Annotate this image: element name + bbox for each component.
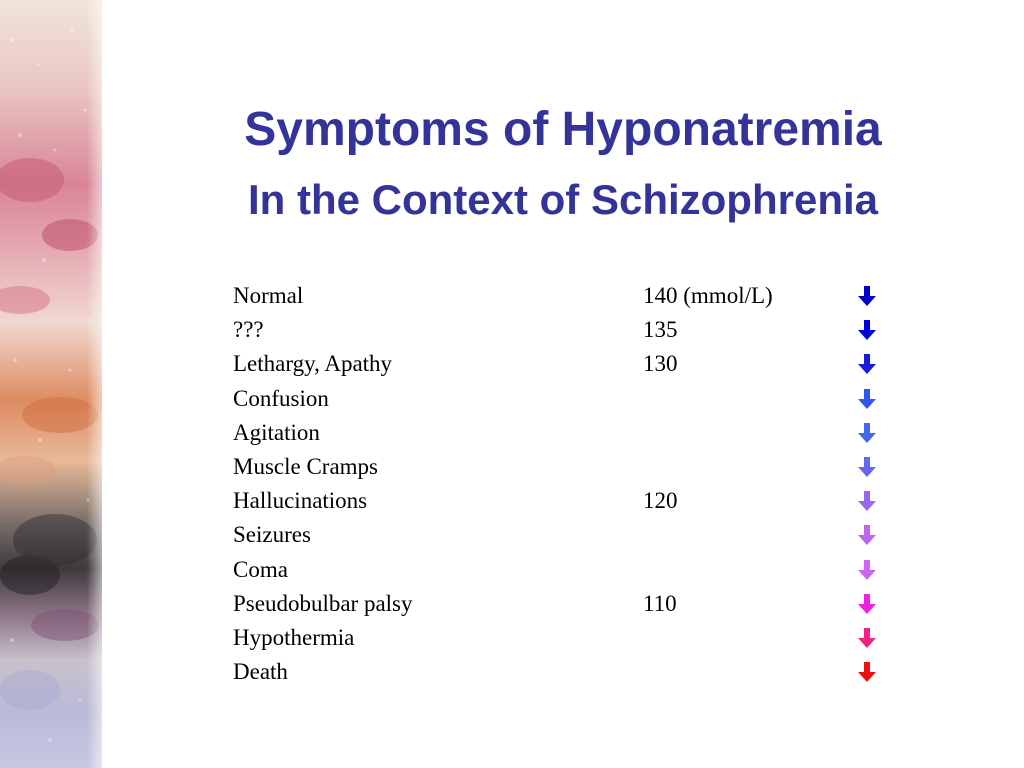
sodium-value: 110: [643, 590, 677, 616]
table-row: [233, 587, 893, 621]
table-row: [233, 484, 893, 518]
table-row: [233, 279, 893, 313]
symptom-label: Coma: [233, 556, 288, 582]
table-row: [233, 553, 893, 587]
symptom-label: ???: [233, 317, 264, 343]
symptom-label: Lethargy, Apathy: [233, 351, 393, 377]
table-row: [233, 347, 893, 381]
symptom-label: Agitation: [233, 419, 320, 445]
down-arrow-icon: [855, 387, 879, 411]
sodium-value: 135: [643, 317, 678, 343]
watercolor-art: [0, 0, 102, 768]
symptom-label: Muscle Cramps: [233, 453, 379, 479]
symptom-label: Death: [233, 659, 288, 685]
symptom-label: Pseudobulbar palsy: [233, 590, 413, 616]
slide-subtitle: In the Context of Schizophrenia: [247, 176, 879, 223]
table-row: [233, 450, 893, 484]
down-arrow-icon: [855, 421, 879, 445]
symptom-table: [233, 279, 893, 689]
down-arrow-icon: [855, 660, 879, 684]
symptom-label: Seizures: [233, 522, 311, 548]
slide-title: Symptoms of Hyponatremia: [244, 103, 882, 156]
table-row: [233, 382, 893, 416]
table-row: [233, 416, 893, 450]
table-row: [233, 621, 893, 655]
down-arrow-icon: [855, 455, 879, 479]
sodium-value: 120: [643, 488, 678, 514]
down-arrow-icon: [855, 558, 879, 582]
symptom-label: Hypothermia: [233, 624, 355, 650]
down-arrow-icon: [855, 592, 879, 616]
watercolor-decoration: [0, 0, 102, 768]
table-row: [233, 518, 893, 552]
table-row: [233, 655, 893, 689]
down-arrow-icon: [855, 626, 879, 650]
symptom-label: Normal: [233, 283, 304, 308]
symptom-label: Confusion: [233, 385, 329, 411]
down-arrow-icon: [855, 318, 879, 342]
table-row: [233, 313, 893, 347]
down-arrow-icon: [855, 284, 879, 308]
sodium-value: 130: [643, 351, 678, 377]
down-arrow-icon: [855, 523, 879, 547]
down-arrow-icon: [855, 489, 879, 513]
symptom-label: Hallucinations: [233, 488, 368, 514]
sodium-value: 140 (mmol/L): [643, 283, 773, 308]
down-arrow-icon: [855, 352, 879, 376]
